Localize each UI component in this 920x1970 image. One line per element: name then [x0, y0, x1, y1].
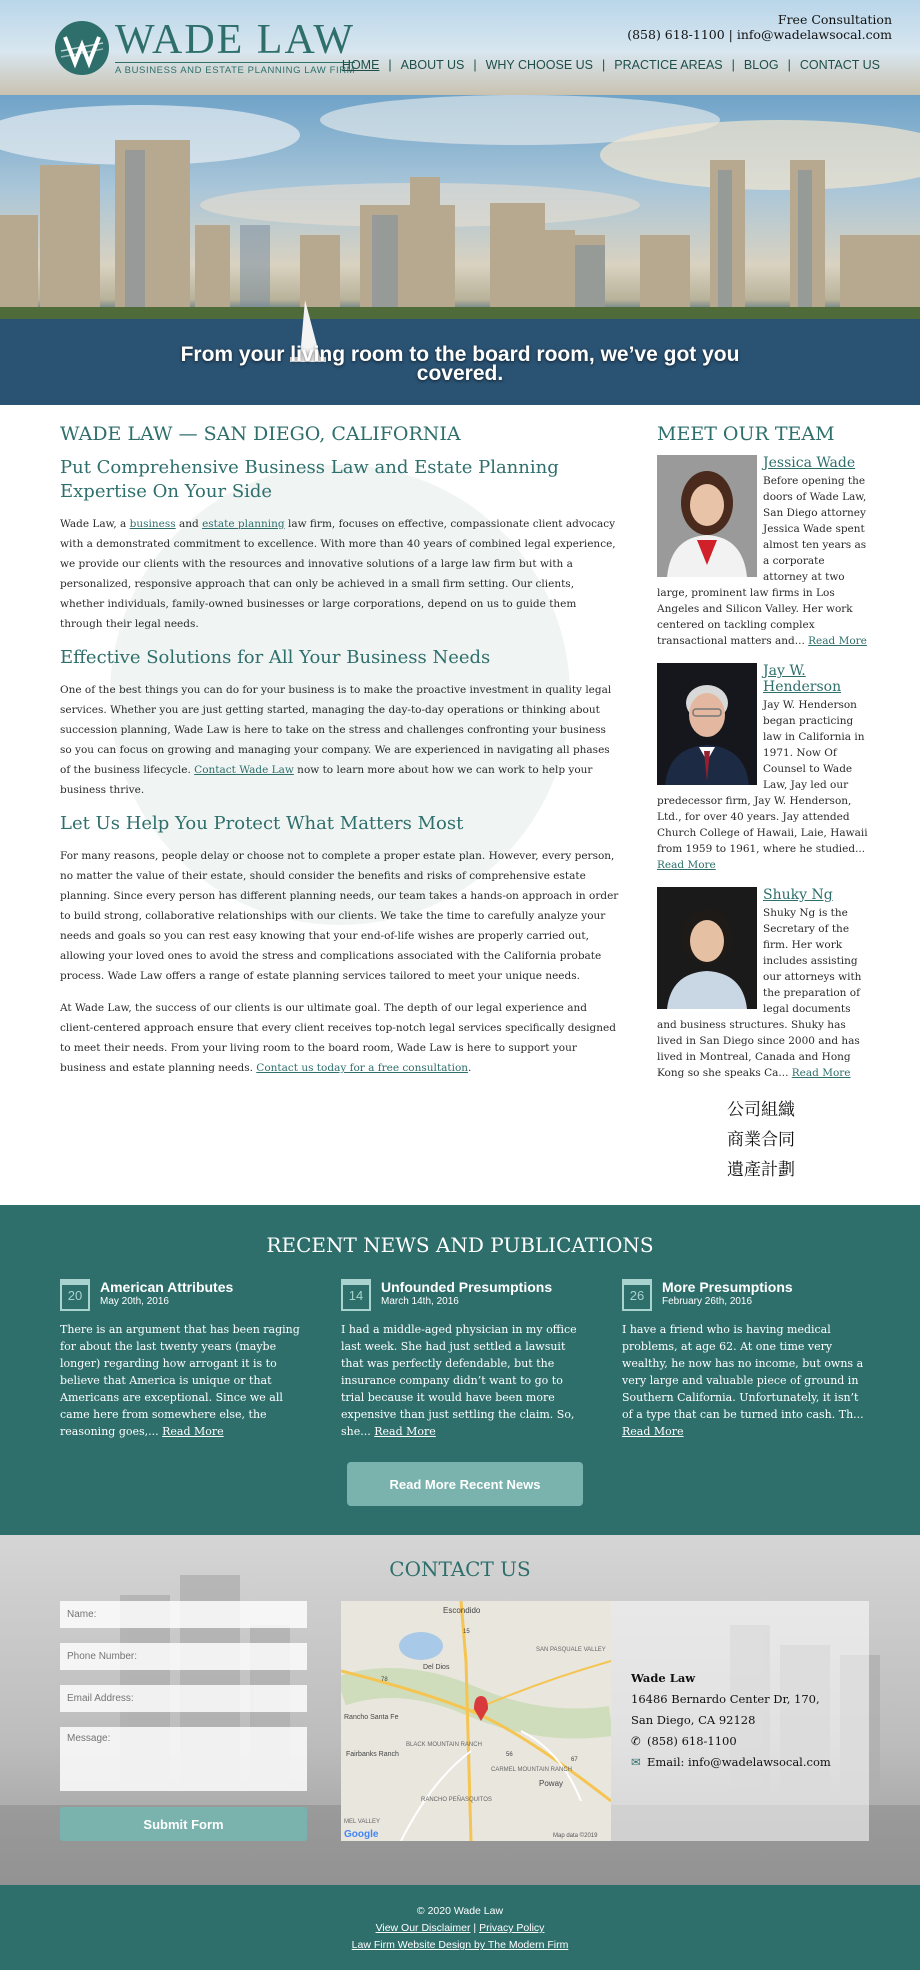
contact-heading: CONTACT US: [389, 1557, 531, 1581]
team-member: [657, 663, 872, 873]
news-section: [0, 1205, 920, 1535]
nav-about-us[interactable]: ABOUT US: [400, 58, 465, 72]
main-content: [0, 405, 920, 1205]
street-address: 16486 Bernardo Center Dr, 170,: [631, 1692, 820, 1706]
envelope-icon: ✉: [631, 1755, 641, 1769]
email-input[interactable]: [60, 1685, 307, 1712]
team-heading: MEET OUR TEAM: [657, 423, 835, 445]
news-excerpt: I had a middle-aged physician in my office last week. She had just settled a lawsuit that was perfectly defendable, but the insurance company didn’t want to go to trial because it would have been more expensive than just settling the claim. So, she... Read More: [341, 1323, 577, 1438]
privacy-policy-link[interactable]: Privacy Policy: [479, 1922, 545, 1934]
hero-banner: [0, 95, 920, 405]
news-title[interactable]: American Attributes: [100, 1279, 234, 1295]
name-input[interactable]: [60, 1601, 307, 1628]
free-consultation: Free Consultation: [777, 12, 892, 27]
team-member: [657, 455, 872, 649]
map-label: Del Dios: [423, 1664, 450, 1671]
site-footer: [0, 1885, 920, 1970]
map-label: MEL VALLEY: [344, 1819, 381, 1825]
nav-separator: |: [388, 58, 392, 72]
chinese-link-corporate[interactable]: 公司組織: [727, 1100, 795, 1120]
chinese-practice-links: [727, 1095, 795, 1185]
section-heading: Put Comprehensive Business Law and Estate Planning Expertise On Your Side: [60, 457, 559, 502]
free-consultation-link[interactable]: Contact us today for a free consultation: [256, 1062, 469, 1074]
phone-icon: ✆: [631, 1734, 641, 1748]
team-member-name[interactable]: Jay W. Henderson: [763, 663, 842, 695]
disclaimer-link[interactable]: View Our Disclaimer: [375, 1922, 471, 1934]
read-more-link[interactable]: Read More: [808, 635, 867, 647]
news-excerpt: There is an argument that has been raging for about the last twenty years (maybe longer) regarding how arrogant it is to believe that America is unique or that Americans are exceptional. Since we all came here from somewhere else, the reasoning goes,... Read More: [60, 1323, 300, 1438]
team-member-name[interactable]: Jessica Wade: [763, 455, 856, 471]
logo-mark-icon: [55, 21, 109, 75]
team-member-bio: Jay W. Henderson began practicing law in California in 1971. Now Of Counsel to Wade Law, Jay led our predecessor firm, Jay W. Henderson, Ltd., for over 40 years. Jay attended Church College of Hawaii, Laie, Hawaii from 1959 to 1961, where he studied...: [657, 699, 868, 855]
design-credit-link[interactable]: Law Firm Website Design by The Modern Firm: [351, 1939, 569, 1951]
phone-row[interactable]: ✆ (858) 618-1100: [631, 1731, 869, 1752]
intro-column: [60, 423, 620, 1090]
brand-tagline: A BUSINESS AND ESTATE PLANNING LAW FIRM: [115, 62, 355, 76]
closing-paragraph: At Wade Law, the success of our clients is our ultimate goal. The depth of our legal experience and client-centered approach ensure that every client receives top-notch legal services specifically designed to meet their needs. From your living room to the board room, Wade Law is here to support your business and estate planning needs. Contact us today for a free consultation.: [60, 1002, 616, 1074]
header-contact: [627, 12, 892, 42]
news-item: [60, 1279, 305, 1440]
team-member-name[interactable]: Shuky Ng: [763, 887, 833, 903]
site-header: [0, 0, 920, 95]
map-label: Fairbanks Ranch: [346, 1751, 399, 1758]
contact-section: [0, 1535, 920, 1885]
calendar-icon: 20: [60, 1279, 90, 1311]
team-photo[interactable]: [657, 887, 757, 1009]
map-label: 56: [506, 1752, 513, 1758]
map-label: CARMEL MOUNTAIN RANCH: [491, 1767, 573, 1773]
map-label: Rancho Santa Fe: [344, 1714, 399, 1721]
map-label: Poway: [539, 1779, 564, 1788]
business-link[interactable]: business: [129, 518, 176, 530]
business-paragraph: One of the best things you can do for your business is to make the proactive investment in quality legal services. Whether you are just getting started, managing the day-to-day operations or thinking about succession planning, Wade Law is here to take on the stress and challenges confronting your business so you can focus on growing and managing your company. We are experienced in navigating all phases of the business lifecycle. Contact Wade Law now to learn more about how we can work to help your business thrive.: [60, 684, 612, 796]
team-member: [657, 887, 872, 1081]
nav-practice-areas[interactable]: PRACTICE AREAS: [614, 58, 723, 72]
team-member-bio: Shuky Ng is the Secretary of the firm. Her work includes assisting our attorneys with the preparation of legal documents and business structures. Shuky has lived in San Diego since 2000 and has lived in Montreal, Canada and Hong Kong so she speaks Ca...: [657, 907, 862, 1079]
news-title[interactable]: Unfounded Presumptions: [381, 1279, 553, 1295]
message-input[interactable]: [60, 1727, 307, 1791]
map-attribution: Map data ©2019: [553, 1833, 598, 1839]
firm-name: Wade Law: [631, 1671, 696, 1685]
page-title: WADE LAW — SAN DIEGO, CALIFORNIA: [60, 423, 461, 445]
news-title[interactable]: More Presumptions: [662, 1279, 793, 1295]
read-more-link[interactable]: Read More: [162, 1425, 224, 1438]
news-date: May 20th, 2016: [100, 1296, 169, 1307]
team-photo[interactable]: [657, 663, 757, 785]
nav-why-choose-us[interactable]: WHY CHOOSE US: [485, 58, 594, 72]
news-date: March 14th, 2016: [381, 1296, 459, 1307]
email-row[interactable]: ✉ Email: info@wadelawsocal.com: [631, 1752, 869, 1773]
hero-caption: From your living room to the board room, we’ve got you covered.: [180, 343, 740, 385]
section-heading: Let Us Help You Protect What Matters Most: [60, 813, 464, 834]
map-label: 78: [381, 1677, 388, 1683]
location-map[interactable]: [341, 1601, 611, 1841]
team-photo[interactable]: [657, 455, 757, 577]
map-label: RANCHO PEÑASQUITOS: [421, 1797, 492, 1803]
news-excerpt: I have a friend who is having medical problems, at age 62. At one time very wealthy, he now has no income, but owns a very large and valuable piece of ground in Southern California. Unfortunately, it isn’t of a type that can be turned into cash. Th... Read More: [622, 1323, 864, 1438]
section-heading: Effective Solutions for All Your Business Needs: [60, 647, 491, 668]
news-item: [341, 1279, 586, 1440]
map-label: 15: [463, 1629, 470, 1635]
google-logo: Google: [344, 1829, 379, 1840]
nav-separator: |: [731, 58, 735, 72]
read-more-link[interactable]: Read More: [374, 1425, 436, 1438]
nav-separator: |: [602, 58, 606, 72]
news-item: [622, 1279, 867, 1440]
team-member-bio: Before opening the doors of Wade Law, San Diego attorney Jessica Wade spent almost ten years as a corporate attorney at two large, prominent law firms in Los Angeles and Silicon Valley. Her work centered on tackling complex transactional matters and...: [657, 475, 867, 647]
city-address: San Diego, CA 92128: [631, 1713, 756, 1727]
read-more-news-button[interactable]: Read More Recent News: [347, 1462, 583, 1506]
chinese-link-contracts[interactable]: 商業合同: [727, 1130, 795, 1150]
map-label: 67: [571, 1757, 578, 1763]
read-more-link[interactable]: Read More: [622, 1425, 684, 1438]
phone-input[interactable]: [60, 1643, 307, 1670]
chinese-link-estate[interactable]: 遺產計劃: [727, 1160, 795, 1180]
footer-separator: |: [473, 1922, 477, 1934]
nav-separator: |: [787, 58, 791, 72]
estate-planning-link[interactable]: estate planning: [202, 518, 285, 530]
nav-home[interactable]: HOME: [341, 58, 380, 72]
main-nav: [342, 58, 880, 72]
news-date: February 26th, 2016: [662, 1296, 753, 1307]
brand-name: WADE LAW: [115, 17, 356, 63]
map-label: Escondido: [443, 1606, 481, 1615]
news-heading: RECENT NEWS AND PUBLICATIONS: [266, 1233, 654, 1257]
logo[interactable]: [55, 17, 356, 76]
read-more-link[interactable]: Read More: [791, 1067, 851, 1079]
map-label: BLACK MOUNTAIN RANCH: [406, 1742, 482, 1748]
estate-paragraph: For many reasons, people delay or choose not to complete a proper estate plan. However, every person, no matter the value of their estate, should consider the benefits and risks of comprehensive estate planning. Since every person has different planning needs, our team takes a hands-on approach in order to build strong, collaborative relationships with our clients. We take the time to carefully analyze your needs and goals so you can rest easy knowing that your end-of-life wishes are properly carried out, allowing your loved ones to avoid the stress and complications associated with the California probate process. Wade Law offers a range of estate planning services tailored to meet your unique needs.: [60, 850, 619, 982]
nav-contact-us[interactable]: CONTACT US: [799, 58, 880, 72]
submit-form-button[interactable]: Submit Form: [60, 1807, 307, 1841]
nav-separator: |: [473, 58, 477, 72]
calendar-icon: 26: [622, 1279, 652, 1311]
nav-blog[interactable]: BLOG: [743, 58, 779, 72]
team-column: [657, 423, 872, 1095]
copyright: © 2020 Wade Law: [416, 1905, 504, 1917]
contact-wade-law-link[interactable]: Contact Wade Law: [194, 764, 294, 776]
read-more-link[interactable]: Read More: [657, 859, 716, 871]
header-phone-email[interactable]: (858) 618-1100 | info@wadelawsocal.com: [627, 27, 892, 42]
intro-paragraph: Wade Law, a business and estate planning law firm, focuses on effective, compassionate client advocacy with a demonstrated commitment to excellence. With more than 40 years of combined legal experience, we provide our clients with the resources and innovative solutions of a large law firm but with a personalized, responsive approach that can only be achieved in a small firm setting. Our clients, whether individuals, family-owned businesses or large corporations, depend on us to guide them through their legal needs.: [60, 518, 616, 630]
map-label: SAN PASQUALE VALLEY: [536, 1647, 606, 1653]
address-card: [611, 1601, 869, 1841]
calendar-icon: 14: [341, 1279, 371, 1311]
